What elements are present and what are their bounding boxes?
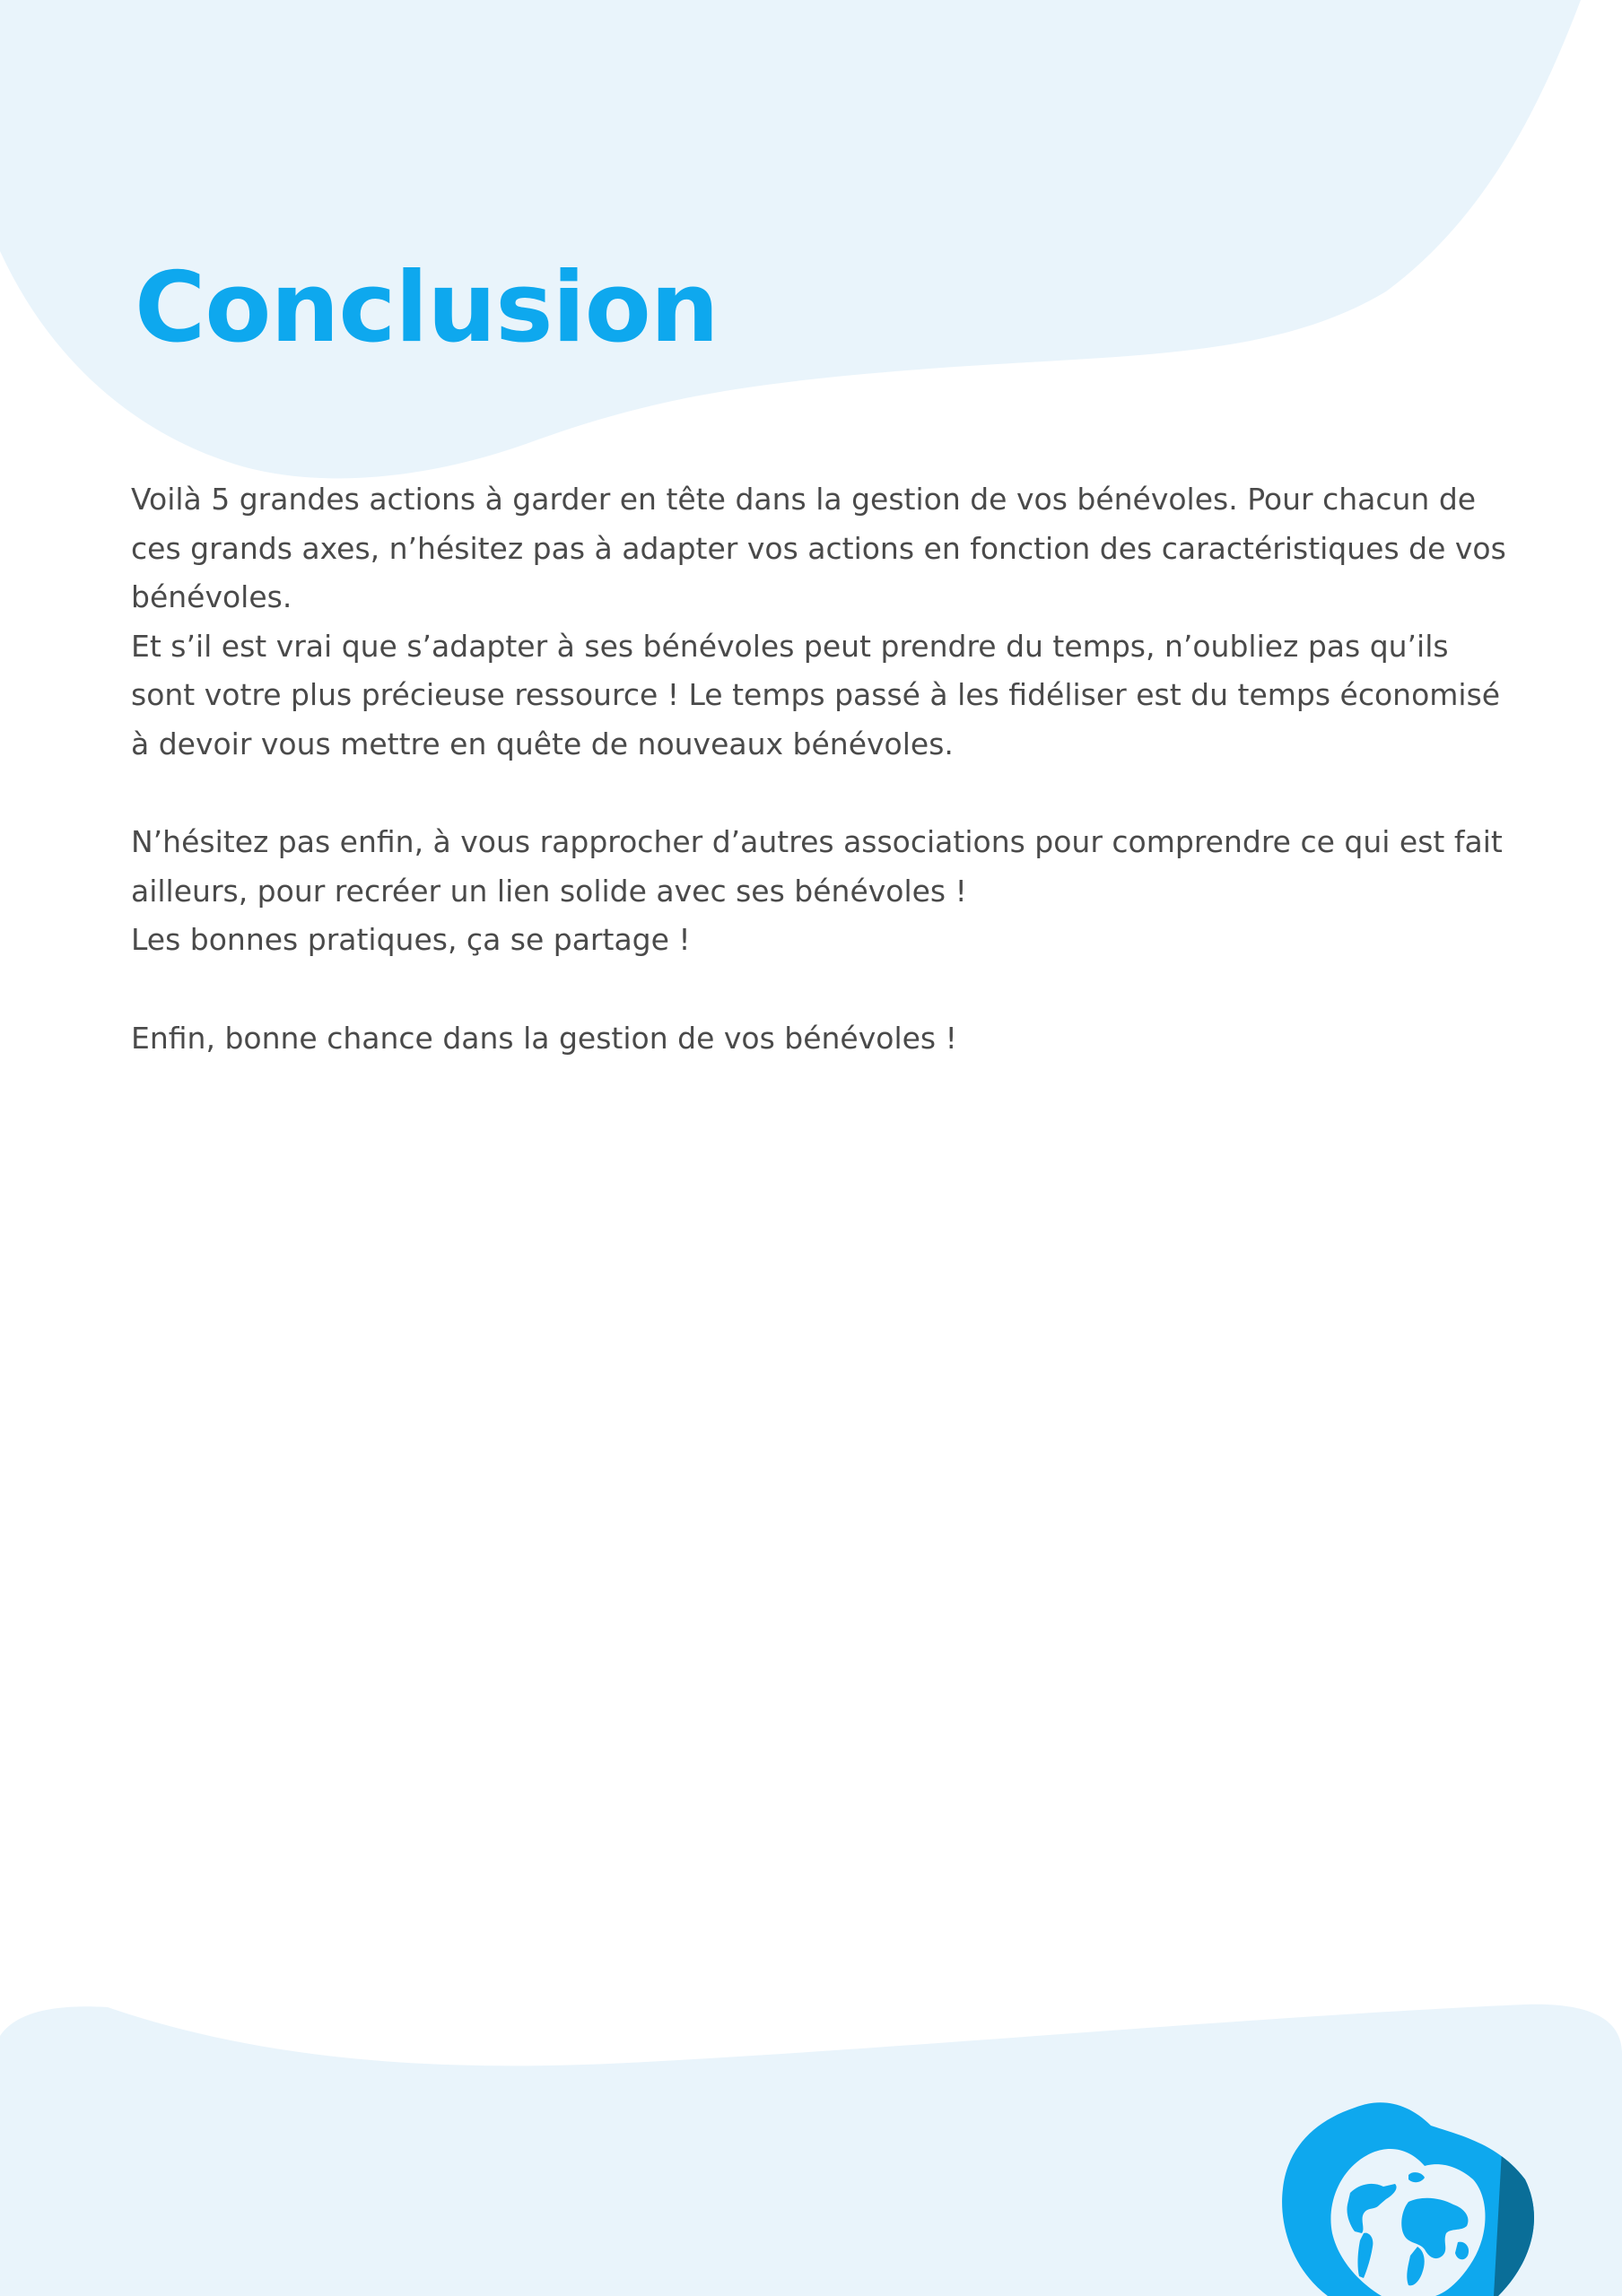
paragraph-sharing: Les bonnes pratiques, ça se partage ! <box>131 922 691 958</box>
paragraph-closing: Enfin, bonne chance dans la gestion de vos bénévoles ! <box>131 1020 957 1056</box>
page-title: Conclusion <box>135 252 719 364</box>
paragraph-associations: N’hésitez pas enfin, à vous rapprocher d’autres associations pour comprendre ce qui est fait ailleurs, pour recréer un lien solide avec ses bénévoles ! <box>131 824 1503 909</box>
logo-heart-dark-section <box>1494 2135 1561 2296</box>
paragraph-intro: Voilà 5 grandes actions à garder en tête dans la gestion de vos bénévoles. Pour chacun de ces grands axes, n’hésitez pas à adapter vos actions en fonction des caractéristiques de vos bénévoles. <box>131 482 1506 615</box>
paragraph-resource: Et s’il est vrai que s’adapter à ses bénévoles peut prendre du temps, n’oubliez pas qu’ils sont votre plus précieuse ressource ! Le temps passé à les fidéliser est du temps économisé à devoir vous mettre en quête de nouveaux bénévoles. <box>131 628 1501 761</box>
body-text <box>131 475 1513 1063</box>
paragraph-spacer <box>131 770 1513 819</box>
paragraph-spacer <box>131 965 1513 1014</box>
top-wave-shape <box>0 0 1581 478</box>
heart-globe-logo-icon <box>1274 2099 1561 2296</box>
